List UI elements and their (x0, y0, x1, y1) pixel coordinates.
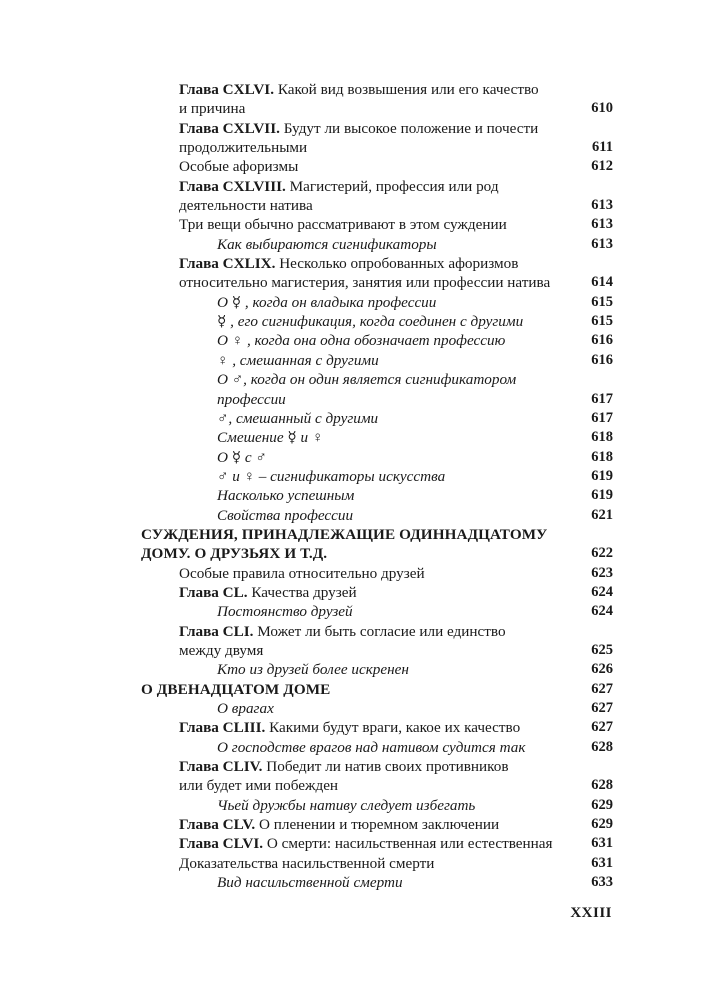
toc-entry-line (179, 641, 613, 660)
toc-entry-line (141, 544, 613, 563)
page-ref: 613 (591, 197, 613, 214)
toc-subentry (141, 448, 613, 467)
toc-entry-line (217, 409, 613, 428)
entry-title: Качества друзей (247, 583, 357, 601)
entry-title: относительно магистерия, занятия или профессии натива (179, 274, 551, 292)
toc-entry-line (179, 99, 613, 118)
page-ref: 629 (591, 816, 613, 833)
entry-title: О господстве врагов над нативом судится так (217, 738, 526, 756)
toc-entry-line (179, 834, 613, 853)
toc-entry-line (179, 80, 613, 99)
page-ref: 627 (591, 680, 613, 697)
entry-title: СУЖДЕНИЯ, ПРИНАДЛЕЖАЩИЕ ОДИННАДЦАТОМУ (141, 525, 548, 543)
page-number: XXIII (570, 905, 612, 921)
entry-title: Победит ли натив своих противников (262, 758, 509, 776)
toc-entry-line (217, 390, 613, 409)
toc-entry-line (217, 506, 613, 525)
entry-title: и причина (179, 100, 246, 118)
toc-subentry (141, 331, 613, 350)
entry-title: Как выбираются сигнификаторы (217, 235, 437, 253)
toc-subentry (141, 428, 613, 447)
entry-title: Какими будут враги, какое их качество (265, 719, 521, 737)
toc-entry-line (217, 293, 613, 312)
entry-title: Свойства профессии (217, 506, 354, 524)
entry-title: или будет ими побежден (179, 777, 339, 795)
toc-subentry (141, 467, 613, 486)
entry-title: Насколько успешным (217, 487, 355, 505)
toc-entry-line (179, 622, 613, 641)
toc-subentry (141, 699, 613, 718)
toc-chapter-entry (141, 157, 613, 176)
toc-subentry (141, 506, 613, 525)
toc-entry-line (217, 796, 613, 815)
entry-title: ♀ , смешанная с другими (217, 351, 379, 369)
toc-subentry (141, 351, 613, 370)
toc-entry-line (179, 254, 613, 273)
entry-title: О ☿ , когда он владыка профессии (217, 293, 437, 311)
page-ref: 613 (591, 235, 613, 252)
page-ref: 610 (591, 100, 613, 117)
entry-title: ☿ , его сигнификация, когда соединен с другими (217, 313, 524, 331)
toc-entry-line (217, 370, 613, 389)
toc-chapter-entry (141, 177, 613, 216)
entry-title: О врагах (217, 700, 274, 717)
table-of-contents (141, 80, 613, 892)
page-ref: 614 (591, 274, 613, 291)
toc-chapter-entry (141, 215, 613, 234)
entry-title: Кто из друзей более искренен (217, 661, 409, 679)
toc-subentry (141, 873, 613, 892)
chapter-label: Глава CLVI. (179, 835, 264, 853)
toc-entry-line (179, 157, 613, 176)
page-ref: 631 (591, 835, 613, 852)
toc-entry-line (179, 757, 613, 776)
entry-title: между двумя (179, 641, 264, 659)
entry-title: Может ли быть согласие или единство (253, 622, 506, 640)
page-ref: 615 (591, 293, 613, 310)
page-ref: 628 (591, 777, 613, 794)
entry-title: Будут ли высокое положение и почести (279, 119, 539, 137)
chapter-label: Глава CLI. (179, 622, 254, 640)
toc-entry-line (179, 718, 613, 737)
entry-title: Постоянство друзей (217, 603, 353, 621)
toc-subentry (141, 235, 613, 254)
toc-entry-line (217, 738, 613, 757)
toc-subentry (141, 660, 613, 679)
toc-chapter-entry (141, 757, 613, 796)
page-ref: 629 (591, 796, 613, 813)
toc-entry-line (179, 273, 613, 292)
entry-title: О ☿ с ♂ (217, 448, 267, 466)
page-ref: 622 (591, 545, 613, 562)
toc-entry-line (217, 351, 613, 370)
toc-subentry (141, 796, 613, 815)
toc-entry-line (217, 699, 613, 718)
entry-title: О смерти: насильственная или естественная (263, 835, 553, 853)
toc-entry-line (217, 235, 613, 254)
toc-chapter-entry (141, 815, 613, 834)
toc-entry-line (179, 564, 613, 583)
toc-chapter-entry (141, 834, 613, 853)
page-ref: 616 (591, 351, 613, 368)
page-ref: 617 (591, 390, 613, 407)
entry-title: ДОМУ. О ДРУЗЬЯХ И Т.Д. (141, 545, 328, 563)
toc-chapter-entry (141, 119, 613, 158)
page-ref: 618 (591, 448, 613, 465)
page-ref: 633 (591, 874, 613, 891)
chapter-label: Глава CXLVIII. (179, 177, 286, 195)
page-ref: 627 (591, 719, 613, 736)
page-ref: 619 (591, 487, 613, 504)
toc-section-heading (141, 680, 613, 699)
entry-title: Магистерий, профессия или род (285, 177, 499, 195)
entry-title: Особые афоризмы (179, 158, 299, 176)
toc-chapter-entry (141, 622, 613, 661)
toc-chapter-entry (141, 583, 613, 602)
chapter-label: Глава CLIII. (179, 719, 266, 737)
toc-chapter-entry (141, 718, 613, 737)
toc-entry-line (217, 602, 613, 621)
page-ref: 612 (591, 158, 613, 175)
toc-subentry (141, 409, 613, 428)
toc-entry-line (179, 119, 613, 138)
toc-entry-line (179, 196, 613, 215)
entry-title: О ♂, когда он один является сигнификатором (217, 371, 517, 389)
toc-subentry (141, 602, 613, 621)
toc-subentry (141, 738, 613, 757)
entry-title: Доказательства насильственной смерти (179, 854, 435, 872)
entry-title: Какой вид возвышения или его качество (274, 81, 539, 98)
toc-subentry (141, 370, 613, 409)
page-ref: 611 (592, 139, 613, 156)
page-ref: 624 (591, 583, 613, 600)
chapter-label: Глава CLV. (179, 816, 256, 834)
page-ref: 621 (591, 506, 613, 523)
page-ref: 624 (591, 603, 613, 620)
chapter-label: Глава CXLVII. (179, 119, 280, 137)
page-ref: 631 (591, 854, 613, 871)
toc-chapter-entry (141, 564, 613, 583)
entry-title: Три вещи обычно рассматривают в этом суждении (179, 216, 507, 234)
page-ref: 617 (591, 409, 613, 426)
toc-entry-line (217, 428, 613, 447)
entry-title: О ♀ , когда она одна обозначает профессию (217, 332, 506, 350)
entry-title: ♂, смешанный с другими (217, 409, 379, 427)
page-ref: 618 (591, 429, 613, 446)
toc-entry-line (179, 815, 613, 834)
entry-title: О пленении и тюремном заключении (255, 816, 500, 834)
entry-title: деятельности натива (179, 197, 313, 215)
toc-subentry (141, 293, 613, 312)
toc-entry-line (217, 312, 613, 331)
toc-chapter-entry (141, 854, 613, 873)
toc-subentry (141, 312, 613, 331)
page-ref: 616 (591, 332, 613, 349)
toc-entry-line (179, 177, 613, 196)
page-ref: 627 (591, 700, 613, 716)
chapter-label: Глава CXLIX. (179, 255, 276, 273)
entry-title: Вид насильственной смерти (217, 874, 403, 892)
toc-entry-line (179, 776, 613, 795)
chapter-label: Глава CL. (179, 583, 248, 601)
toc-entry-line (217, 467, 613, 486)
page-ref: 623 (591, 564, 613, 581)
toc-entry-line (141, 680, 613, 699)
toc-chapter-entry (141, 80, 613, 119)
entry-title: Особые правила относительно друзей (179, 564, 425, 582)
page-ref: 625 (591, 641, 613, 658)
toc-entry-line (141, 525, 613, 544)
entry-title: продолжительными (179, 139, 308, 157)
toc-chapter-entry (141, 254, 613, 293)
page-ref: 626 (591, 661, 613, 678)
entry-title: Чьей дружбы нативу следует избегать (217, 796, 476, 814)
toc-entry-line (179, 583, 613, 602)
entry-title: Несколько опробованных афоризмов (275, 255, 519, 273)
entry-title: ♂ и ♀ – сигнификаторы искусства (217, 467, 446, 485)
entry-title: профессии (217, 390, 286, 408)
toc-entry-line (179, 215, 613, 234)
toc-entry-line (179, 854, 613, 873)
toc-entry-line (217, 331, 613, 350)
entry-title: О ДВЕНАДЦАТОМ ДОМЕ (141, 680, 331, 698)
toc-entry-line (217, 873, 613, 892)
page-ref: 619 (591, 467, 613, 484)
toc-entry-line (217, 448, 613, 467)
chapter-label: Глава CLIV. (179, 758, 263, 776)
toc-entry-line (217, 486, 613, 505)
toc-subentry (141, 486, 613, 505)
page-ref: 628 (591, 738, 613, 755)
page-ref: 613 (591, 216, 613, 233)
entry-title: Смешение ☿ и ♀ (217, 429, 324, 447)
toc-section-heading (141, 525, 613, 564)
chapter-label: Глава CXLVI. (179, 81, 275, 98)
page-ref: 615 (591, 313, 613, 330)
toc-entry-line (179, 138, 613, 157)
toc-entry-line (217, 660, 613, 679)
